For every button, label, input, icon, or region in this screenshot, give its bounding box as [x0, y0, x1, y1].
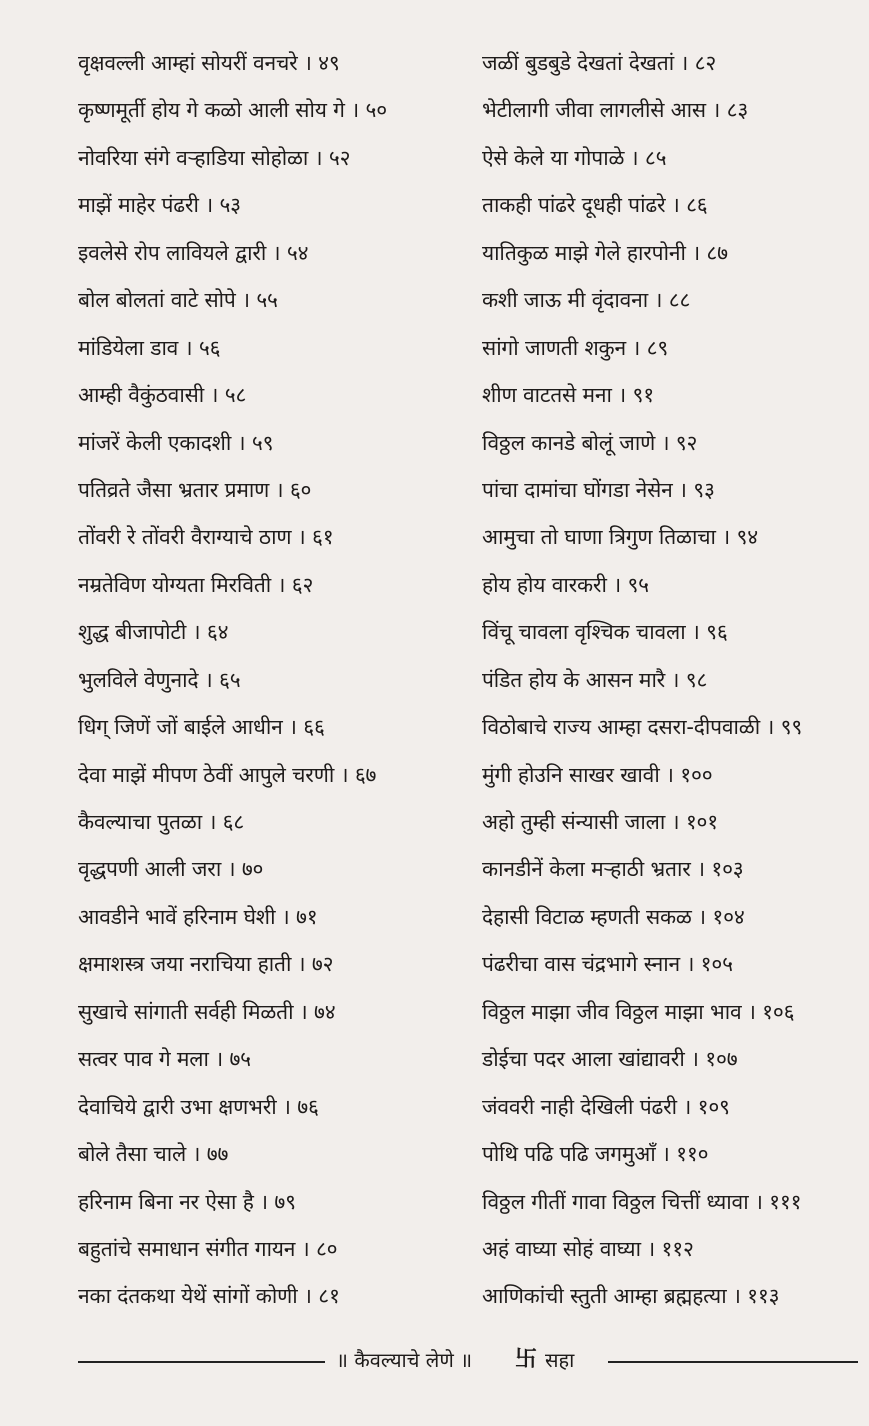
footer-rule-right: [608, 1361, 858, 1363]
index-entry: पतिव्रते जैसा भ्रतार प्रमाण । ६०: [78, 477, 312, 502]
index-entry: पांचा दामांचा घोंगडा नेसेन । ९३: [482, 477, 715, 502]
index-entry: हरिनाम बिना नर ऐसा है । ७९: [78, 1189, 296, 1214]
index-column-left: [78, 40, 458, 1321]
index-entry: बोले तैसा चाले । ७७: [78, 1142, 229, 1167]
index-entry: होय होय वारकरी । ९५: [482, 572, 649, 597]
index-entry: नका दंतकथा येथें सांगों कोणी । ८१: [78, 1284, 340, 1309]
index-entry: देवा माझें मीपण ठेवीं आपुले चरणी । ६७: [78, 762, 377, 787]
index-entry: अहो तुम्ही संन्यासी जाला । १०१: [482, 810, 718, 834]
index-entry: धिग् जिणें जों बाईले आधीन । ६६: [78, 715, 325, 740]
index-entry: इवलेसे रोप लावियले द्वारी । ५४: [78, 240, 309, 265]
index-entry: मुंगी होउनि साखर खावी । १००: [482, 762, 713, 787]
footer-title: ॥ कैवल्याचे लेणे ॥: [336, 1348, 473, 1372]
index-entry: आवडीने भावें हरिनाम घेशी । ७१: [78, 904, 318, 929]
index-entry: विंचू चावला वृश्चिक चावला । ९६: [482, 620, 728, 645]
index-entry: नोवरिया संगे वऱ्हाडिया सोहोळा । ५२: [78, 145, 351, 170]
index-entry: देवाचिये द्वारी उभा क्षणभरी । ७६: [78, 1094, 319, 1119]
index-entry: मांडियेला डाव । ५६: [78, 335, 221, 360]
index-entry: बोल बोलतां वाटे सोपे । ५५: [78, 288, 278, 313]
index-entry: ताकही पांढरे दूधही पांढरे । ८६: [482, 193, 708, 218]
index-entry: सत्वर पाव गे मला । ७५: [78, 1047, 251, 1072]
index-entry: अहं वाघ्या सोहं वाघ्या । ११२: [482, 1236, 694, 1261]
index-entry: भुलविले वेणुनादे । ६५: [78, 667, 241, 692]
index-entry: भेटीलागी जीवा लागलीसे आस । ८३: [482, 98, 749, 123]
index-entry: नम्रतेविण योग्यता मिरविती । ६२: [78, 572, 314, 597]
footer-rule-left: [78, 1361, 325, 1363]
page-footer: [0, 1340, 869, 1380]
index-entry: आम्ही वैकुंठवासी । ५८: [78, 383, 247, 408]
index-entry: यातिकुळ माझे गेले हारपोनी । ८७: [482, 240, 728, 265]
index-entry: कशी जाऊ मी वृंदावना । ८८: [482, 288, 691, 313]
index-entry: पोथि पढि पढि जगमुआँ । ११०: [482, 1142, 709, 1167]
page-number: सहा: [545, 1348, 575, 1372]
index-entry: ऐसे केले या गोपाळे । ८५: [482, 145, 667, 170]
index-entry: कानडीनें केला मऱ्हाठी भ्रतार । १०३: [482, 857, 744, 882]
index-entry: माझें माहेर पंढरी । ५३: [78, 193, 241, 218]
swastika-icon: 卐: [515, 1347, 538, 1372]
index-entry: जळीं बुडबुडे देखतां देखतां । ८२: [482, 51, 717, 75]
index-entry: क्षमाशस्त्र जया नराचिया हाती । ७२: [78, 952, 334, 977]
index-column-right: [482, 40, 862, 1321]
index-entry: जंववरी नाही देखिली पंढरी । १०९: [482, 1094, 730, 1119]
index-entry: देहासी विटाळ म्हणती सकळ । १०४: [482, 904, 745, 929]
index-entry: विठ्ठल कानडे बोलूं जाणे । ९२: [482, 430, 698, 455]
index-entry: डोईचा पदर आला खांद्यावरी । १०७: [482, 1047, 738, 1072]
index-entry: शीण वाटतसे मना । ९१: [482, 383, 654, 408]
index-entry: विठ्ठल गीतीं गावा विठ्ठल चित्तीं ध्यावा । १११: [482, 1189, 802, 1214]
index-entry: पंढरीचा वास चंद्रभागे स्नान । १०५: [482, 952, 733, 977]
index-entry: वृद्धपणी आली जरा । ७०: [78, 857, 264, 882]
index-entry: मांजरें केली एकादशी । ५९: [78, 430, 274, 455]
index-entry: आणिकांची स्तुती आम्हा ब्रह्महत्या । ११३: [482, 1284, 780, 1309]
index-entry: वृक्षवल्ली आम्हां सोयरीं वनचरे । ४९: [78, 51, 340, 75]
index-entry: शुद्ध बीजापोटी । ६४: [78, 620, 229, 645]
index-entry: सांगो जाणती शकुन । ८९: [482, 335, 669, 360]
index-entry: कैवल्याचा पुतळा । ६८: [78, 810, 245, 834]
index-entry: आमुचा तो घाणा त्रिगुण तिळाचा । ९४: [482, 525, 758, 550]
index-entry: विठ्ठल माझा जीव विठ्ठल माझा भाव । १०६: [482, 999, 795, 1024]
index-entry: कृष्णमूर्ती होय गे कळो आली सोय गे । ५०: [78, 98, 387, 123]
index-entry: बहुतांचे समाधान संगीत गायन । ८०: [78, 1236, 338, 1261]
index-entry: सुखाचे सांगाती सर्वही मिळती । ७४: [78, 999, 336, 1024]
index-entry: तोंवरी रे तोंवरी वैराग्याचे ठाण । ६१: [78, 525, 334, 550]
index-entry: पंडित होय के आसन मारै । ९८: [482, 667, 708, 692]
index-entry: विठोबाचे राज्य आम्हा दसरा-दीपवाळी । ९९: [482, 715, 803, 740]
